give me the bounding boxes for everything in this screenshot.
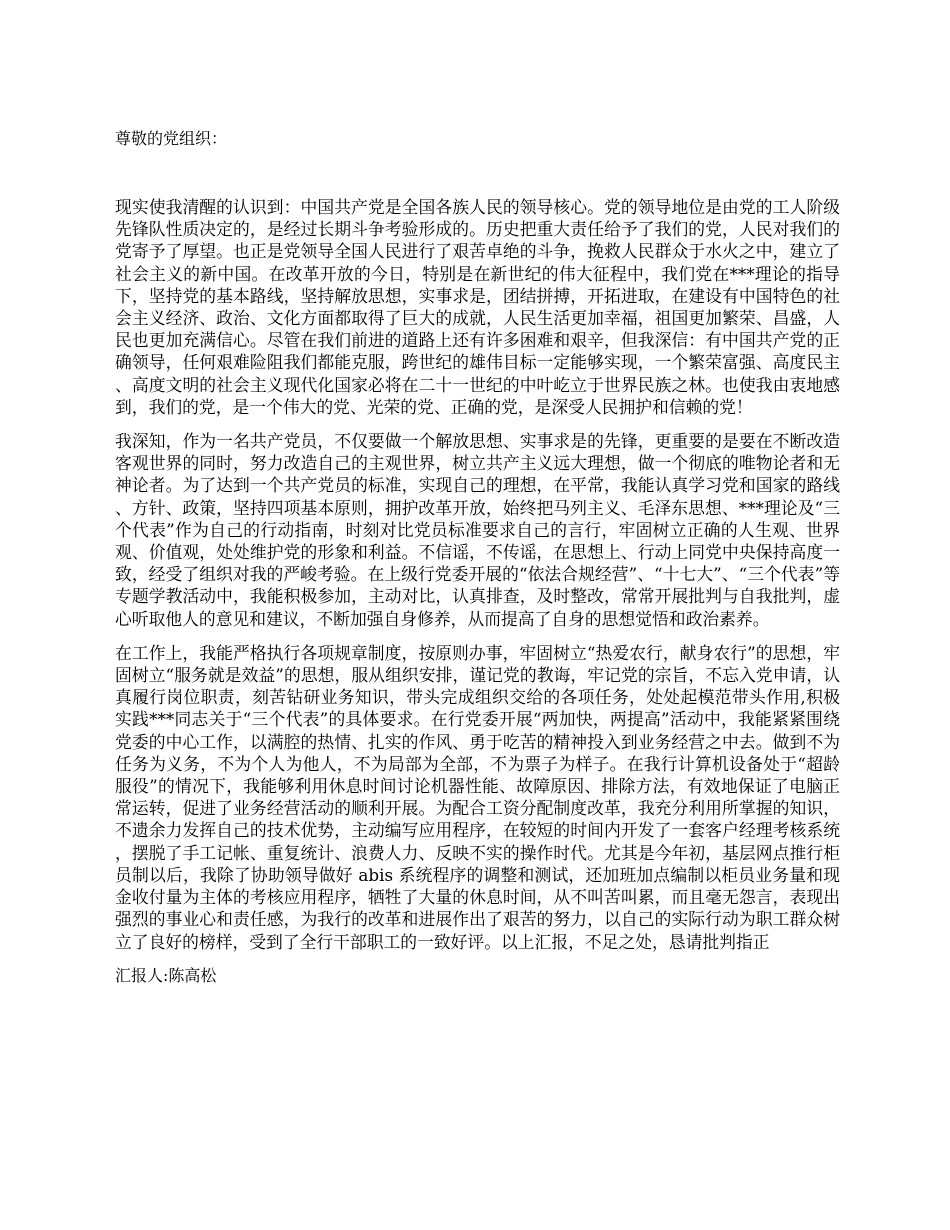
salutation: 尊敬的党组织： xyxy=(115,129,228,148)
signature: 汇报人:陈高松 xyxy=(115,965,217,985)
body-paragraph-2: 我深知，作为一名共产党员，不仅要做一个解放思想、实事求是的先锋，更重要的是要在不断改造客观世界的同时，努力改造自己的主观世界，树立共产主义远大理想，做一个彻底的唯物论者和无神论者。为了达到一个共产党员的标准，实现自己的理想，在平常，我能认真学习党和国家的路线、方针、政策，坚持四项基本原则，拥护改革开放，始终把马列主义、毛泽东思想、***理论及“三个代表”作为自己的行动指南，时刻对比党员标准要求自己的言行，牢固树立正确的人生观、世界观、价值观，处处维护党的形象和利益。不信谣，不传谣，在思想上、行动上同党中央保持高度一致，经受了组织对我的严峻考验。在上级行党委开展的“依法合规经营”、“十七大”、“三个代表”等专题学教活动中，我能积极参加，主动对比，认真排查，及时整改，常常开展批判与自我批判，虚心听取他人的意见和建议，不断加强自身修养，从而提高了自身的思想觉悟和政治素养。 xyxy=(115,431,840,629)
body-paragraph-1: 现实使我清醒的认识到：中国共产党是全国各族人民的领导核心。党的领导地位是由党的工人阶级先锋队性质决定的，是经过长期斗争考验形成的。历史把重大责任给予了我们的党，人民对我们的党寄予了厚望。也正是党领导全国人民进行了艰苦卓绝的斗争，挽救人民群众于水火之中，建立了社会主义的新中国。在改革开放的今日，特别是在新世纪的伟大征程中，我们党在***理论的指导下，坚持党的基本路线，坚持解放思想，实事求是，团结拼搏，开拓进取，在建设有中国特色的社会主义经济、政治、文化方面都取得了巨大的成就，人民生活更加幸福，祖国更加繁荣、昌盛，人民也更加充满信心。尽管在我们前进的道路上还有许多困难和艰辛，但我深信：有中国共产党的正确领导，任何艰难险阻我们都能克服，跨世纪的雄伟目标一定能够实现，一个繁荣富强、高度民主、高度文明的社会主义现代化国家必将在二十一世纪的中叶屹立于世界民族之林。也使我由衷地感到，我们的党，是一个伟大的党、光荣的党、正确的党，是深受人民拥护和信赖的党！ xyxy=(115,197,840,417)
letter-body xyxy=(115,196,840,987)
body-paragraph-3: 在工作上，我能严格执行各项规章制度，按原则办事，牢固树立“热爱农行，献身农行”的思想，牢固树立“服务就是效益”的思想，服从组织安排，谨记党的教诲，牢记党的宗旨，不忘入党申请，认真履行岗位职责，刻苦钻研业务知识，带头完成组织交给的各项任务，处处起模范带头作用,积极实践***同志关于“三个代表”的具体要求。在行党委开展“两加快，两提高”活动中，我能紧紧围绕党委的中心工作，以满腔的热情、扎实的作风、勇于吃苦的精神投入到业务经营之中去。做到不为任务为义务，不为个人为他人，不为局部为全部，不为票子为样子。在我行计算机设备处于“超龄服役”的情况下，我能够利用休息时间讨论机器性能、故障原因、排除方法，有效地保证了电脑正常运转，促进了业务经营活动的顺利开展。为配合工资分配制度改革，我充分利用所掌握的知识，不遗余力发挥自己的技术优势，主动编写应用程序，在较短的时间内开发了一套客户经理考核系统，摆脱了手工记帐、重复统计、浪费人力、反映不实的操作时代。尤其是今年初，基层网点推行柜员制以后，我除了协助领导做好 abis 系统程序的调整和测试，还加班加点编制以柜员业务量和现金收付量为主体的考核应用程序，牺牲了大量的休息时间，从不叫苦叫累，而且毫无怨言，表现出强烈的事业心和责任感，为我行的改革和进展作出了艰苦的努力，以自己的实际行动为职工群众树立了良好的榜样，受到了全行干部职工的一致好评。以上汇报，不足之处，恳请批判指正 xyxy=(115,642,840,952)
